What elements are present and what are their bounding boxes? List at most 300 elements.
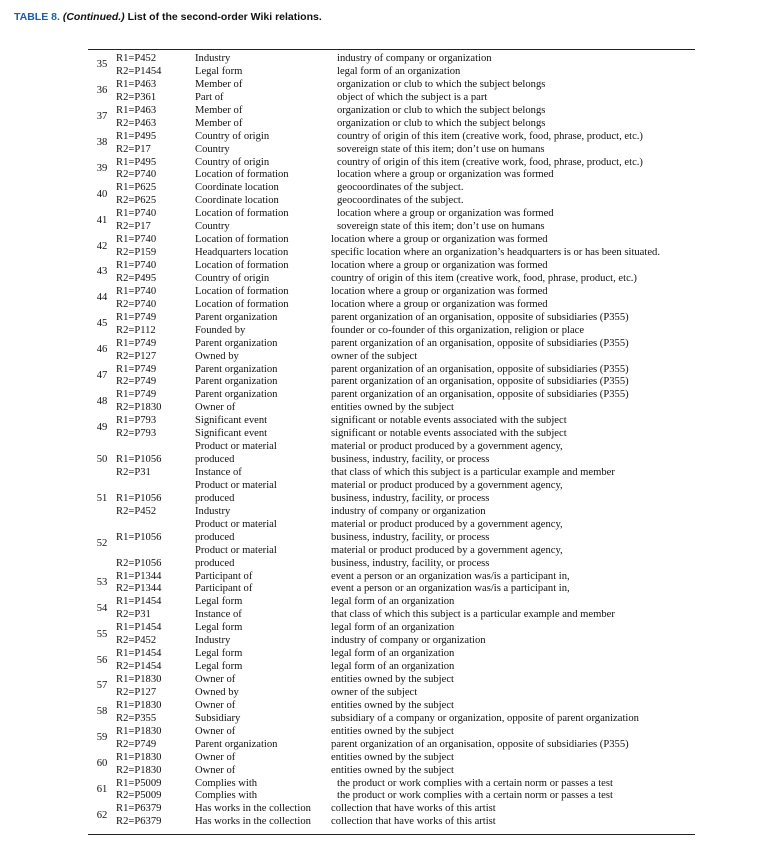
relation-label: Has works in the collection bbox=[195, 816, 311, 828]
relation-description: parent organization of an organisation, opposite of subsidiaries (P355) bbox=[331, 337, 629, 349]
relation-description: country of origin of this item (creative work, food, phrase, product, etc.) bbox=[331, 272, 637, 284]
relation-label: Instance of bbox=[195, 609, 242, 621]
relation-description: entities owned by the subject bbox=[331, 725, 454, 737]
relation-id: R1=P1830 bbox=[116, 751, 162, 763]
relation-id bbox=[116, 545, 195, 558]
relation-id bbox=[116, 519, 195, 532]
table-row bbox=[88, 596, 728, 622]
table-row bbox=[88, 480, 728, 519]
relation-line bbox=[116, 144, 728, 157]
table-label: TABLE 8. bbox=[14, 11, 60, 23]
relation-label: Owned by bbox=[195, 686, 239, 698]
relation-id: R2=P355 bbox=[116, 712, 157, 724]
relation-label: Product or material bbox=[195, 441, 277, 453]
relation-description: legal form of an organization bbox=[331, 661, 455, 673]
relation-id: R2=P452 bbox=[116, 635, 157, 647]
table-row bbox=[88, 312, 728, 338]
relation-id: R2=P1454 bbox=[116, 65, 162, 77]
table-row bbox=[88, 157, 728, 183]
row-number: 48 bbox=[96, 395, 108, 407]
relation-line bbox=[116, 286, 728, 299]
row-number: 44 bbox=[96, 292, 108, 304]
relation-id: R1=P793 bbox=[116, 415, 157, 427]
relation-description: entities owned by the subject bbox=[331, 764, 454, 776]
relation-line bbox=[116, 506, 728, 519]
relation-description: parent organization of an organisation, opposite of subsidiaries (P355) bbox=[331, 363, 629, 375]
top-rule bbox=[88, 49, 695, 50]
relation-id: R2=P452 bbox=[116, 505, 157, 517]
relation-line bbox=[116, 558, 728, 571]
relation-description: significant or notable events associated with the subject bbox=[331, 428, 567, 440]
relation-id: R1=P1454 bbox=[116, 648, 162, 660]
relation-label: Member of bbox=[195, 78, 243, 90]
row-number: 56 bbox=[96, 654, 108, 666]
relation-label: Owned by bbox=[195, 350, 239, 362]
relation-description: significant or notable events associated with the subject bbox=[331, 415, 567, 427]
relation-line bbox=[116, 221, 728, 234]
relation-line bbox=[116, 803, 728, 816]
relation-line bbox=[116, 545, 728, 558]
relation-description: sovereign state of this item; don’t use on humans bbox=[337, 221, 545, 233]
relation-label: Country of origin bbox=[195, 156, 270, 168]
relation-line bbox=[116, 364, 728, 377]
relation-id: R2=P1344 bbox=[116, 583, 162, 595]
relation-id: R1=P1344 bbox=[116, 570, 162, 582]
relation-description: legal form of an organization bbox=[337, 65, 461, 77]
relation-id: R1=P740 bbox=[116, 285, 157, 297]
relation-description: entities owned by the subject bbox=[331, 751, 454, 763]
table-row bbox=[88, 208, 728, 234]
relation-line bbox=[116, 118, 728, 131]
relation-id: R2=P463 bbox=[116, 117, 157, 129]
relation-id: R1=P625 bbox=[116, 182, 157, 194]
relation-description: object of which the subject is a part bbox=[337, 91, 488, 103]
relation-id: R2=P1454 bbox=[116, 661, 162, 673]
row-number: 38 bbox=[96, 137, 108, 149]
relation-description: legal form of an organization bbox=[331, 622, 455, 634]
relation-line bbox=[116, 389, 728, 402]
relation-line bbox=[116, 661, 728, 674]
row-number: 43 bbox=[96, 266, 108, 278]
relation-description: material or product produced by a government agency, bbox=[331, 518, 563, 530]
relation-id: R2=P740 bbox=[116, 298, 157, 310]
table-row bbox=[88, 286, 728, 312]
row-number: 50 bbox=[96, 454, 108, 466]
relation-label: Industry bbox=[195, 505, 231, 517]
relation-id: R2=P112 bbox=[116, 324, 156, 336]
relation-line bbox=[116, 441, 728, 454]
relation-line bbox=[116, 53, 728, 66]
relation-description: location where a group or organization was formed bbox=[331, 234, 548, 246]
relation-line bbox=[116, 157, 728, 170]
relation-description: organization or club to which the subject belongs bbox=[337, 104, 546, 116]
relation-line bbox=[116, 700, 728, 713]
relation-label: Parent organization bbox=[195, 337, 278, 349]
relation-label: Part of bbox=[195, 91, 224, 103]
relation-label: Instance of bbox=[195, 467, 242, 478]
relation-label: Founded by bbox=[195, 324, 246, 336]
relation-label: Parent organization bbox=[195, 389, 278, 401]
relation-description: entities owned by the subject bbox=[331, 402, 454, 414]
relation-label: Location of formation bbox=[195, 208, 289, 220]
relation-id: R2=P159 bbox=[116, 247, 157, 259]
relation-line bbox=[116, 765, 728, 778]
relation-label: Country of origin bbox=[195, 130, 270, 142]
relation-line bbox=[116, 273, 728, 286]
relation-label: Location of formation bbox=[195, 260, 289, 271]
table-row bbox=[88, 674, 728, 700]
relation-description: entities owned by the subject bbox=[331, 674, 454, 685]
relation-label: Legal form bbox=[195, 596, 243, 608]
relation-line bbox=[116, 493, 728, 506]
relation-id bbox=[116, 441, 195, 454]
relation-id: R1=P1056 bbox=[116, 454, 162, 466]
relation-id: R1=P1830 bbox=[116, 699, 162, 711]
relation-id: R2=P17 bbox=[116, 221, 151, 233]
relation-description: industry of company or organization bbox=[337, 53, 492, 64]
relation-line bbox=[116, 674, 728, 687]
relation-label: Owner of bbox=[195, 402, 236, 414]
relation-id: R1=P749 bbox=[116, 363, 157, 375]
table-row bbox=[88, 131, 728, 157]
row-number: 45 bbox=[96, 318, 108, 330]
relation-id: R2=P495 bbox=[116, 272, 157, 284]
relation-description: material or product produced by a government agency, bbox=[331, 544, 563, 556]
relation-line bbox=[116, 182, 728, 195]
relation-line bbox=[116, 778, 728, 791]
relation-label: produced bbox=[195, 557, 235, 569]
relation-line bbox=[116, 635, 728, 648]
relation-line bbox=[116, 376, 728, 389]
table-row bbox=[88, 364, 728, 390]
relation-label: Location of formation bbox=[195, 285, 289, 297]
relation-label: Owner of bbox=[195, 674, 236, 685]
relation-id: R1=P495 bbox=[116, 156, 157, 168]
relation-label: Product or material bbox=[195, 518, 277, 530]
relation-description: collection that have works of this artist bbox=[331, 816, 496, 828]
relation-line bbox=[116, 428, 728, 441]
relation-label: Participant of bbox=[195, 570, 253, 582]
relation-id: R2=P17 bbox=[116, 143, 151, 155]
table-title: List of the second-order Wiki relations. bbox=[127, 11, 322, 23]
relation-label: Country of origin bbox=[195, 272, 270, 284]
relation-line bbox=[116, 66, 728, 79]
row-number: 40 bbox=[96, 188, 108, 200]
relation-id: R1=P6379 bbox=[116, 803, 162, 815]
row-number: 52 bbox=[96, 538, 108, 550]
relation-line bbox=[116, 790, 728, 803]
relation-description: location where a group or organization was formed bbox=[331, 285, 548, 297]
relation-id: R1=P749 bbox=[116, 311, 157, 323]
relation-description: country of origin of this item (creative work, food, phrase, product, etc.) bbox=[337, 130, 643, 142]
relation-description: event a person or an organization was/is a participant in, bbox=[331, 583, 570, 595]
relations-table bbox=[88, 53, 728, 829]
relation-label: Legal form bbox=[195, 648, 243, 660]
relation-id: R1=P463 bbox=[116, 78, 157, 90]
relation-line bbox=[116, 480, 728, 493]
relation-label: Subsidiary bbox=[195, 712, 241, 724]
relation-line bbox=[116, 415, 728, 428]
relation-description: organization or club to which the subject belongs bbox=[337, 78, 546, 90]
relation-line bbox=[116, 195, 728, 208]
relation-description: entities owned by the subject bbox=[331, 699, 454, 711]
relation-description: subsidiary of a company or organization, opposite of parent organization bbox=[331, 712, 639, 724]
relation-id: R2=P127 bbox=[116, 686, 157, 698]
relation-line bbox=[116, 92, 728, 105]
relation-line bbox=[116, 713, 728, 726]
row-number: 61 bbox=[96, 783, 108, 795]
relation-label: Parent organization bbox=[195, 363, 278, 375]
relation-id: R1=P463 bbox=[116, 104, 157, 116]
relation-description: that class of which this subject is a particular example and member bbox=[331, 467, 615, 478]
table-row bbox=[88, 622, 728, 648]
row-number: 47 bbox=[96, 369, 108, 381]
row-number: 46 bbox=[96, 344, 108, 356]
relation-label: Location of formation bbox=[195, 298, 289, 310]
relation-description: location where a group or organization was formed bbox=[331, 260, 548, 271]
relation-description: collection that have works of this artist bbox=[331, 803, 496, 815]
relation-label: Member of bbox=[195, 117, 243, 129]
relation-label: Country bbox=[195, 143, 230, 155]
table-row bbox=[88, 700, 728, 726]
relation-label: produced bbox=[195, 492, 235, 504]
row-number: 53 bbox=[96, 576, 108, 588]
row-number: 39 bbox=[96, 162, 108, 174]
relation-description: that class of which this subject is a particular example and member bbox=[331, 609, 615, 621]
relation-label: Headquarters location bbox=[195, 247, 289, 259]
relation-line bbox=[116, 571, 728, 584]
relation-label: Product or material bbox=[195, 479, 277, 491]
relation-label: Owner of bbox=[195, 751, 236, 763]
bottom-rule bbox=[88, 834, 695, 835]
relation-id: R1=P452 bbox=[116, 53, 157, 64]
table-row bbox=[88, 105, 728, 131]
relation-line bbox=[116, 726, 728, 739]
relation-id: R2=P127 bbox=[116, 350, 157, 362]
relation-description: location where a group or organization was formed bbox=[337, 169, 554, 181]
relation-line bbox=[116, 299, 728, 312]
row-number: 37 bbox=[96, 111, 108, 123]
relation-line bbox=[116, 752, 728, 765]
relation-description: location where a group or organization was formed bbox=[331, 298, 548, 310]
relation-id: R1=P495 bbox=[116, 130, 157, 142]
row-number: 59 bbox=[96, 732, 108, 744]
relation-id: R2=P6379 bbox=[116, 816, 162, 828]
relation-line bbox=[116, 519, 728, 532]
relation-description: geocoordinates of the subject. bbox=[337, 182, 464, 194]
relation-label: Significant event bbox=[195, 415, 268, 427]
relation-label: produced bbox=[195, 531, 235, 543]
row-number: 49 bbox=[96, 421, 108, 433]
table-row bbox=[88, 260, 728, 286]
table-row bbox=[88, 389, 728, 415]
table-caption bbox=[14, 11, 322, 23]
relation-line bbox=[116, 596, 728, 609]
relation-line bbox=[116, 105, 728, 118]
relation-id: R2=P1830 bbox=[116, 402, 162, 414]
relation-id: R1=P740 bbox=[116, 234, 157, 246]
relation-id: R1=P1056 bbox=[116, 492, 162, 504]
relation-id: R1=P749 bbox=[116, 389, 157, 401]
row-number: 41 bbox=[96, 214, 108, 226]
relation-label: Participant of bbox=[195, 583, 253, 595]
relation-line bbox=[116, 325, 728, 338]
relation-description: parent organization of an organisation, opposite of subsidiaries (P355) bbox=[331, 738, 629, 750]
relation-description: business, industry, facility, or process bbox=[331, 531, 490, 543]
relation-label: Product or material bbox=[195, 544, 277, 556]
table-row bbox=[88, 53, 728, 79]
continued-label: (Continued.) bbox=[62, 11, 125, 23]
relation-id: R1=P740 bbox=[116, 208, 157, 220]
relation-description: material or product produced by a government agency, bbox=[331, 441, 563, 453]
row-number: 35 bbox=[96, 59, 108, 71]
table-row bbox=[88, 571, 728, 597]
relation-description: business, industry, facility, or process bbox=[331, 454, 490, 466]
relation-line bbox=[116, 169, 728, 182]
relation-description: business, industry, facility, or process bbox=[331, 492, 490, 504]
relation-line bbox=[116, 79, 728, 92]
relation-line bbox=[116, 648, 728, 661]
relation-id: R1=P5009 bbox=[116, 777, 162, 789]
relation-label: Complies with bbox=[195, 790, 258, 802]
relation-description: the product or work complies with a certain norm or passes a test bbox=[337, 790, 613, 802]
relation-line bbox=[116, 312, 728, 325]
relation-line bbox=[116, 454, 728, 467]
relation-id: R1=P1454 bbox=[116, 622, 162, 634]
relation-label: Location of formation bbox=[195, 234, 289, 246]
relation-description: industry of company or organization bbox=[331, 505, 486, 517]
relation-id: R2=P361 bbox=[116, 91, 157, 103]
relation-description: event a person or an organization was/is a participant in, bbox=[331, 570, 570, 582]
table-row bbox=[88, 415, 728, 441]
table-row bbox=[88, 648, 728, 674]
relation-id: R1=P1454 bbox=[116, 596, 162, 608]
table-row bbox=[88, 726, 728, 752]
relation-line bbox=[116, 583, 728, 596]
relation-description: specific location where an organization’s headquarters is or has been situated. bbox=[331, 247, 660, 259]
row-number: 57 bbox=[96, 680, 108, 692]
table-row bbox=[88, 338, 728, 364]
relation-id: R2=P625 bbox=[116, 195, 157, 207]
table-row bbox=[88, 519, 728, 571]
relation-label: Legal form bbox=[195, 661, 243, 673]
relation-label: Parent organization bbox=[195, 738, 278, 750]
relation-line bbox=[116, 338, 728, 351]
relation-line bbox=[116, 816, 728, 829]
relation-label: Owner of bbox=[195, 764, 236, 776]
relation-id: R2=P1056 bbox=[116, 557, 162, 569]
relation-description: location where a group or organization was formed bbox=[337, 208, 554, 220]
relation-description: material or product produced by a government agency, bbox=[331, 479, 563, 491]
relation-id: R1=P740 bbox=[116, 260, 157, 271]
relation-line bbox=[116, 247, 728, 260]
relation-description: parent organization of an organisation, opposite of subsidiaries (P355) bbox=[331, 376, 629, 388]
row-number: 62 bbox=[96, 809, 108, 821]
relation-description: country of origin of this item (creative work, food, phrase, product, etc.) bbox=[337, 156, 643, 168]
relation-label: Owner of bbox=[195, 699, 236, 711]
relation-label: Has works in the collection bbox=[195, 803, 311, 815]
relation-id: R2=P31 bbox=[116, 467, 151, 478]
relation-description: industry of company or organization bbox=[331, 635, 486, 647]
relation-label: Legal form bbox=[195, 622, 243, 634]
relation-id: R2=P749 bbox=[116, 376, 157, 388]
relation-label: Industry bbox=[195, 53, 231, 64]
relation-label: Coordinate location bbox=[195, 195, 279, 207]
relation-line bbox=[116, 532, 728, 545]
relation-line bbox=[116, 467, 728, 480]
row-number: 54 bbox=[96, 602, 108, 614]
table-row bbox=[88, 752, 728, 778]
relation-line bbox=[116, 609, 728, 622]
relation-description: parent organization of an organisation, opposite of subsidiaries (P355) bbox=[331, 389, 629, 401]
relation-id: R2=P1830 bbox=[116, 764, 162, 776]
relation-id: R2=P740 bbox=[116, 169, 157, 181]
relation-line bbox=[116, 260, 728, 273]
row-number: 36 bbox=[96, 85, 108, 97]
relation-description: organization or club to which the subject belongs bbox=[337, 117, 546, 129]
relation-description: founder or co-founder of this organization, religion or place bbox=[331, 324, 585, 336]
relation-description: legal form of an organization bbox=[331, 596, 455, 608]
row-number: 60 bbox=[96, 758, 108, 770]
relation-description: sovereign state of this item; don’t use on humans bbox=[337, 143, 545, 155]
row-number: 55 bbox=[96, 628, 108, 640]
relation-label: Complies with bbox=[195, 777, 258, 789]
relation-description: parent organization of an organisation, opposite of subsidiaries (P355) bbox=[331, 311, 629, 323]
relation-line bbox=[116, 402, 728, 415]
table-row bbox=[88, 778, 728, 804]
table-row bbox=[88, 79, 728, 105]
relation-description: owner of the subject bbox=[331, 686, 418, 698]
relation-id: R1=P1830 bbox=[116, 674, 162, 685]
relation-label: Country bbox=[195, 221, 230, 233]
table-row bbox=[88, 441, 728, 480]
relation-line bbox=[116, 234, 728, 247]
table-row bbox=[88, 234, 728, 260]
relation-label: Location of formation bbox=[195, 169, 289, 181]
relation-description: legal form of an organization bbox=[331, 648, 455, 660]
relation-id: R2=P749 bbox=[116, 738, 157, 750]
relation-id: R1=P1830 bbox=[116, 725, 162, 737]
relation-id: R2=P31 bbox=[116, 609, 151, 621]
row-number: 58 bbox=[96, 706, 108, 718]
relation-id: R2=P793 bbox=[116, 428, 157, 440]
table-row bbox=[88, 182, 728, 208]
relation-id bbox=[116, 480, 195, 493]
relation-line bbox=[116, 739, 728, 752]
relation-label: produced bbox=[195, 454, 235, 466]
relation-label: Owner of bbox=[195, 725, 236, 737]
relation-description: geocoordinates of the subject. bbox=[337, 195, 464, 207]
relation-description: owner of the subject bbox=[331, 350, 418, 362]
relation-line bbox=[116, 208, 728, 221]
relation-label: Parent organization bbox=[195, 311, 278, 323]
relation-id: R1=P749 bbox=[116, 337, 157, 349]
relation-line bbox=[116, 131, 728, 144]
relation-label: Parent organization bbox=[195, 376, 278, 388]
relation-label: Industry bbox=[195, 635, 231, 647]
relation-label: Significant event bbox=[195, 428, 268, 440]
relation-description: the product or work complies with a certain norm or passes a test bbox=[337, 777, 613, 789]
row-number: 51 bbox=[96, 492, 108, 504]
relation-label: Member of bbox=[195, 104, 243, 116]
relation-line bbox=[116, 622, 728, 635]
relation-line bbox=[116, 351, 728, 364]
relation-label: Legal form bbox=[195, 65, 243, 77]
relation-id: R1=P1056 bbox=[116, 531, 162, 543]
row-number: 42 bbox=[96, 240, 108, 252]
relation-id: R2=P5009 bbox=[116, 790, 162, 802]
relation-description: business, industry, facility, or process bbox=[331, 557, 490, 569]
